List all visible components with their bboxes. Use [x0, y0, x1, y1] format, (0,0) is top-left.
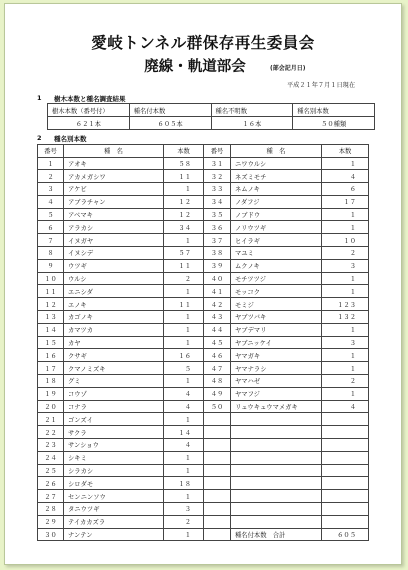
table-row — [38, 323, 369, 336]
species-name — [231, 464, 322, 477]
table-row — [38, 170, 369, 183]
species-name: アケビ — [64, 183, 164, 196]
summary-header-cell: 樹木本数（番号付） — [48, 104, 130, 117]
subtitle-note: (部会記月日) — [270, 65, 306, 72]
tree-count — [322, 464, 369, 477]
tree-count: ６ — [322, 183, 369, 196]
species-name: ウルシ — [64, 272, 164, 285]
tree-count: ４ — [322, 170, 369, 183]
row-number: ５０ — [204, 400, 231, 413]
tree-count: １ — [322, 362, 369, 375]
tree-count: １２３ — [322, 298, 369, 311]
row-number: ４７ — [204, 362, 231, 375]
species-name — [231, 490, 322, 503]
tree-count — [322, 490, 369, 503]
species-name: クサギ — [64, 349, 164, 362]
species-name: コナラ — [64, 400, 164, 413]
species-name: ヤブニッケイ — [231, 336, 322, 349]
species-name: カヤ — [64, 336, 164, 349]
row-number: ８ — [38, 247, 64, 260]
table-row — [38, 157, 369, 170]
row-number: ３５ — [204, 208, 231, 221]
row-number: １３ — [38, 311, 64, 324]
species-name: マユミ — [231, 247, 322, 260]
species-name: センニンソウ — [64, 490, 164, 503]
species-name — [231, 477, 322, 490]
species-name: ナンテン — [64, 528, 164, 541]
row-number: ２８ — [38, 503, 64, 516]
species-name: コウゾ — [64, 387, 164, 400]
tree-count — [322, 451, 369, 464]
table-row — [38, 451, 369, 464]
species-name: シキミ — [64, 451, 164, 464]
row-number: ３７ — [204, 234, 231, 247]
tree-count: １０ — [322, 234, 369, 247]
species-name: ノリウツギ — [231, 221, 322, 234]
tree-count: １ — [322, 208, 369, 221]
row-number: ４４ — [204, 323, 231, 336]
tree-count: １ — [322, 323, 369, 336]
table-row — [38, 477, 369, 490]
document-page — [4, 3, 402, 565]
document-title: 愛岐トンネル群保存再生委員会 — [91, 34, 315, 52]
summary-value-cell: ６２１本 — [48, 117, 130, 130]
tree-count: １ — [322, 285, 369, 298]
species-name: アベマキ — [64, 208, 164, 221]
row-number: ２９ — [38, 515, 64, 528]
summary-value-cell: ６０５本 — [129, 117, 211, 130]
species-name: アオキ — [64, 157, 164, 170]
row-number — [204, 413, 231, 426]
tree-count: １２ — [164, 195, 204, 208]
tree-count: ３ — [322, 336, 369, 349]
species-name — [231, 413, 322, 426]
species-name: アラカシ — [64, 221, 164, 234]
species-name: カマツカ — [64, 323, 164, 336]
tree-count: １１ — [164, 259, 204, 272]
species-name: ヒイラギ — [231, 234, 322, 247]
row-number: ３０ — [38, 528, 64, 541]
species-name: モミジ — [231, 298, 322, 311]
row-number: ４０ — [204, 272, 231, 285]
table-row — [38, 208, 369, 221]
tree-count: １８ — [164, 477, 204, 490]
tree-count: ２ — [164, 515, 204, 528]
summary-value-cell: ５０種類 — [293, 117, 375, 130]
table-row — [38, 221, 369, 234]
species-name: ヤマガキ — [231, 349, 322, 362]
row-number: ６ — [38, 221, 64, 234]
row-number: １５ — [38, 336, 64, 349]
tree-count: １ — [164, 464, 204, 477]
species-name: シロダモ — [64, 477, 164, 490]
row-number: ３１ — [204, 157, 231, 170]
table-row — [38, 413, 369, 426]
species-name: グミ — [64, 375, 164, 388]
row-number — [204, 464, 231, 477]
row-number: １７ — [38, 362, 64, 375]
species-header-row — [38, 145, 369, 158]
species-name: ヤブデマリ — [231, 323, 322, 336]
table-row — [38, 298, 369, 311]
species-header-cell: 番号 — [204, 145, 231, 158]
tree-count: ３ — [322, 259, 369, 272]
tree-count — [322, 426, 369, 439]
row-number — [204, 439, 231, 452]
tree-count — [322, 477, 369, 490]
tree-count: １６ — [164, 349, 204, 362]
species-name: ウツギ — [64, 259, 164, 272]
row-number — [204, 503, 231, 516]
species-name: ヤマハゼ — [231, 375, 322, 388]
species-name: ネムノキ — [231, 183, 322, 196]
species-header-cell: 種 名 — [231, 145, 322, 158]
species-name — [231, 451, 322, 464]
tree-count: １ — [322, 157, 369, 170]
tree-count: ２ — [322, 247, 369, 260]
tree-count: ５ — [164, 362, 204, 375]
species-name: ネズミモチ — [231, 170, 322, 183]
table-row — [38, 503, 369, 516]
species-name: イヌガヤ — [64, 234, 164, 247]
row-number: ３６ — [204, 221, 231, 234]
species-name — [231, 426, 322, 439]
row-number — [204, 515, 231, 528]
table-row — [38, 234, 369, 247]
table-row — [38, 400, 369, 413]
summary-header-cell: 種名不明数 — [211, 104, 293, 117]
row-number: １９ — [38, 387, 64, 400]
row-number: ９ — [38, 259, 64, 272]
tree-count: １７ — [322, 195, 369, 208]
species-name: リュウキュウマメガキ — [231, 400, 322, 413]
row-number: １０ — [38, 272, 64, 285]
tree-count: １４ — [164, 426, 204, 439]
tree-count: １ — [164, 375, 204, 388]
as-of-date: 平成２１年７月１日現在 — [287, 82, 356, 89]
species-name: エノキ — [64, 298, 164, 311]
table-row — [38, 362, 369, 375]
row-number: ４９ — [204, 387, 231, 400]
species-name — [231, 515, 322, 528]
species-name: アカメガシワ — [64, 170, 164, 183]
row-number: ２１ — [38, 413, 64, 426]
species-name: モチツツジ — [231, 272, 322, 285]
tree-count: １ — [164, 413, 204, 426]
row-number: ４５ — [204, 336, 231, 349]
row-number — [204, 477, 231, 490]
tree-count: １ — [322, 349, 369, 362]
tree-count: １ — [164, 234, 204, 247]
summary-header-cell: 種名付本数 — [129, 104, 211, 117]
table-row — [38, 375, 369, 388]
row-number: ２６ — [38, 477, 64, 490]
summary-header-cell: 種名別本数 — [293, 104, 375, 117]
row-number — [204, 426, 231, 439]
total-label: 種名付本数 合計 — [231, 528, 322, 541]
species-name: ヤマフジ — [231, 387, 322, 400]
tree-count: １ — [164, 528, 204, 541]
row-number: １１ — [38, 285, 64, 298]
tree-count: ３４ — [164, 221, 204, 234]
row-number — [204, 528, 231, 541]
species-name: イヌシデ — [64, 247, 164, 260]
tree-count — [322, 413, 369, 426]
species-name: アブラチャン — [64, 195, 164, 208]
species-name: ムクノキ — [231, 259, 322, 272]
row-number: ２ — [38, 170, 64, 183]
tree-count — [322, 515, 369, 528]
species-name: モッコク — [231, 285, 322, 298]
summary-table — [47, 103, 375, 130]
tree-count: １１ — [164, 298, 204, 311]
table-row — [38, 336, 369, 349]
tree-count: ２ — [322, 375, 369, 388]
section-1-title: 樹木本数と種名調査結果 — [54, 95, 126, 103]
summary-value-row — [48, 117, 375, 130]
table-row — [38, 528, 369, 541]
tree-count: ５７ — [164, 247, 204, 260]
row-number: ３ — [38, 183, 64, 196]
species-name: ノダフジ — [231, 195, 322, 208]
tree-count: １ — [164, 336, 204, 349]
row-number: ４８ — [204, 375, 231, 388]
species-name — [231, 503, 322, 516]
species-name: サクラ — [64, 426, 164, 439]
tree-count: ４ — [164, 400, 204, 413]
species-name: クマノミズキ — [64, 362, 164, 375]
table-row — [38, 285, 369, 298]
row-number: ４３ — [204, 311, 231, 324]
species-header-cell: 種 名 — [64, 145, 164, 158]
table-row — [38, 311, 369, 324]
tree-count: １ — [164, 311, 204, 324]
row-number: ３２ — [204, 170, 231, 183]
species-name: ノブドウ — [231, 208, 322, 221]
species-header-cell: 本数 — [322, 145, 369, 158]
row-number: １６ — [38, 349, 64, 362]
row-number: ２２ — [38, 426, 64, 439]
row-number: ４２ — [204, 298, 231, 311]
section-2-number: 2 — [37, 134, 42, 142]
row-number: ３９ — [204, 259, 231, 272]
tree-count: １ — [322, 272, 369, 285]
row-number — [204, 490, 231, 503]
row-number: ７ — [38, 234, 64, 247]
row-number: ３４ — [204, 195, 231, 208]
tree-count: ４ — [164, 387, 204, 400]
row-number: １８ — [38, 375, 64, 388]
summary-value-cell: １６本 — [211, 117, 293, 130]
tree-count: １１ — [164, 170, 204, 183]
tree-count: １３２ — [322, 311, 369, 324]
tree-count: １ — [164, 183, 204, 196]
table-row — [38, 515, 369, 528]
table-row — [38, 272, 369, 285]
tree-count: １ — [164, 490, 204, 503]
document-subtitle: 廃線・軌道部会 — [144, 59, 246, 75]
tree-count: ３ — [164, 503, 204, 516]
table-row — [38, 259, 369, 272]
tree-count: １ — [322, 221, 369, 234]
species-name: エニシダ — [64, 285, 164, 298]
tree-count: １ — [164, 451, 204, 464]
species-header-cell: 番号 — [38, 145, 64, 158]
row-number: ４ — [38, 195, 64, 208]
tree-count: ５８ — [164, 157, 204, 170]
section-2-title: 種名別本数 — [54, 135, 87, 143]
tree-count: １ — [164, 323, 204, 336]
species-name: テイカカズラ — [64, 515, 164, 528]
row-number: １２ — [38, 298, 64, 311]
row-number: １４ — [38, 323, 64, 336]
table-row — [38, 387, 369, 400]
species-name: サンショウ — [64, 439, 164, 452]
species-table-body — [38, 157, 369, 541]
species-name: カゴノキ — [64, 311, 164, 324]
table-row — [38, 247, 369, 260]
tree-count: １２ — [164, 208, 204, 221]
table-row — [38, 349, 369, 362]
tree-count: １ — [322, 387, 369, 400]
tree-count — [322, 503, 369, 516]
species-name: タニウツギ — [64, 503, 164, 516]
summary-header-row — [48, 104, 375, 117]
row-number: ３３ — [204, 183, 231, 196]
row-number: ２４ — [38, 451, 64, 464]
row-number: ２５ — [38, 464, 64, 477]
species-name: ゴンズイ — [64, 413, 164, 426]
tree-count — [322, 439, 369, 452]
row-number: ４１ — [204, 285, 231, 298]
section-1-number: 1 — [37, 94, 42, 102]
species-name: シラカシ — [64, 464, 164, 477]
tree-count: １ — [164, 285, 204, 298]
row-number: ２７ — [38, 490, 64, 503]
table-row — [38, 426, 369, 439]
row-number: ２０ — [38, 400, 64, 413]
table-row — [38, 439, 369, 452]
row-number — [204, 451, 231, 464]
table-row — [38, 464, 369, 477]
species-name: ニワウルシ — [231, 157, 322, 170]
tree-count: ２ — [164, 272, 204, 285]
row-number: ３８ — [204, 247, 231, 260]
tree-count: ４ — [322, 400, 369, 413]
row-number: ４６ — [204, 349, 231, 362]
species-table — [37, 144, 369, 541]
species-header-cell: 本数 — [164, 145, 204, 158]
table-row — [38, 490, 369, 503]
table-row — [38, 195, 369, 208]
row-number: ２３ — [38, 439, 64, 452]
total-value: ６０５ — [322, 528, 369, 541]
species-name: ヤマナラシ — [231, 362, 322, 375]
species-name — [231, 439, 322, 452]
tree-count: ４ — [164, 439, 204, 452]
table-row — [38, 183, 369, 196]
species-name: ヤブツバキ — [231, 311, 322, 324]
row-number: １ — [38, 157, 64, 170]
row-number: ５ — [38, 208, 64, 221]
